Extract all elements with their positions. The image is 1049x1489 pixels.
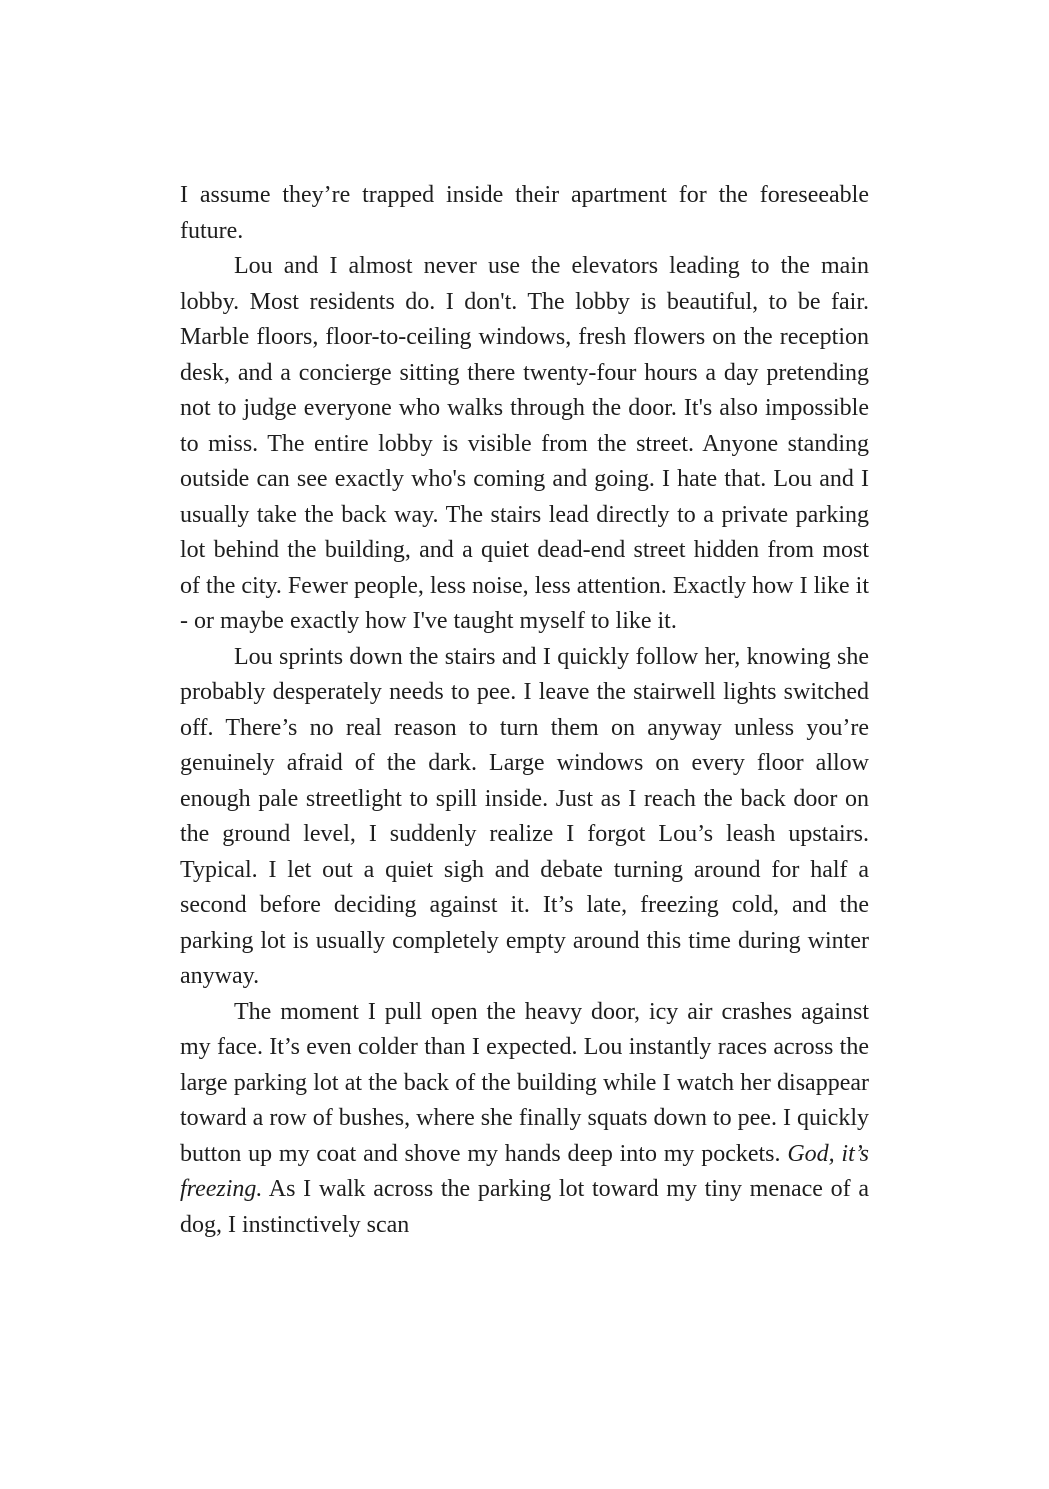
paragraph-2: Lou and I almost never use the elevators leading to the main lobby. Most residents do. I don't. The lobby is beautiful, to be fair. Marble floors, floor-to-ceiling windows, fresh flowers on the reception desk, and a concierge sitting there twenty-four hours a day pretending not to judge everyone who walks through the door. It's also impossible to miss. The entire lobby is visible from the street. Anyone standing outside can see exactly who's coming and going. I hate that. Lou and I usually take the back way. The stairs lead directly to a private parking lot behind the building, and a quiet dead-end street hidden from most of the city. Fewer people, less noise, less attention. Exactly how I like it - or maybe exactly how I've taught myself to like it.	[180, 253, 869, 634]
book-page-text	[180, 178, 869, 1243]
paragraph-1: I assume they’re trapped inside their apartment for the foreseeable future.	[180, 182, 869, 244]
paragraph-4	[180, 995, 869, 1244]
paragraph-4-italic-thought: God, it’s freezing.	[180, 1140, 870, 1202]
paragraph-4-text-before: The moment I pull open the heavy door, icy air crashes against my face. It’s even colder than I expected. Lou instantly races across the large parking lot at the back of the building while I watch her disappear toward a row of bushes, where she finally squats down to pee. I quickly button up my coat and shove my hands deep into my pockets.	[180, 998, 869, 1167]
paragraph-3: Lou sprints down the stairs and I quickly follow her, knowing she probably desperately needs to pee. I leave the stairwell lights switched off. There’s no real reason to turn them on anyway unless you’re genuinely afraid of the dark. Large windows on every floor allow enough pale streetlight to spill inside. Just as I reach the back door on the ground level, I suddenly realize I forgot Lou’s leash upstairs. Typical. I let out a quiet sigh and debate turning around for half a second before deciding against it. It’s late, freezing cold, and the parking lot is usually completely empty around this time during winter anyway.	[180, 643, 869, 989]
paragraph-4-text-after: As I walk across the parking lot toward my tiny menace of a dog, I instinctively scan	[180, 1176, 869, 1238]
